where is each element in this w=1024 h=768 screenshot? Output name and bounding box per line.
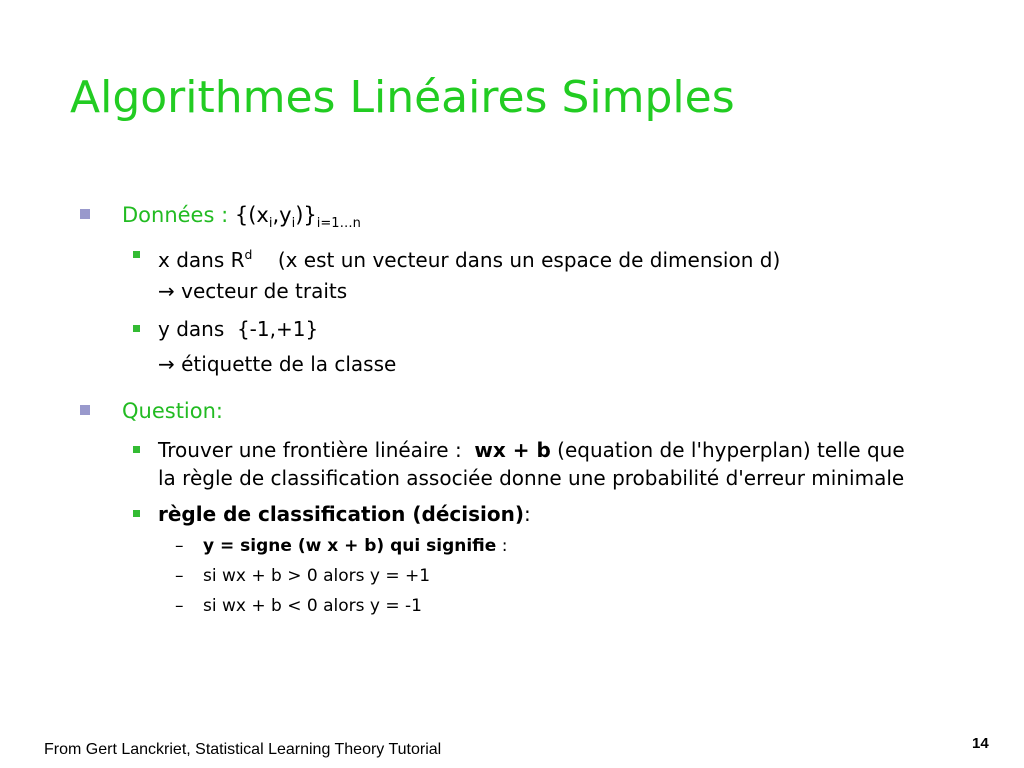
data-range-subscript: i=1…n	[316, 216, 361, 231]
square-bullet-icon	[133, 510, 140, 517]
rule-label: règle de classification (décision)	[158, 502, 524, 526]
rule-item-text: si wx + b > 0 alors y = +1	[203, 566, 431, 586]
boundary-text	[158, 436, 905, 492]
x-meaning-line	[158, 279, 347, 303]
slide-title: Algorithmes Linéaires Simples	[70, 72, 735, 123]
rule-colon: :	[524, 502, 531, 526]
boundary-line-2: la règle de classification associée donne une probabilité d'erreur minimale	[158, 466, 905, 490]
rule-text	[158, 500, 531, 528]
x-item-prefix: x dans R	[158, 248, 245, 272]
superscript-d: d	[244, 247, 253, 262]
subscript-i: i	[291, 216, 296, 231]
rule-item-text: si wx + b < 0 alors y = -1	[203, 596, 422, 616]
y-meaning-line	[158, 352, 396, 376]
data-set-y: ,y	[272, 203, 292, 227]
rule-item-text	[203, 536, 507, 556]
x-item-text	[158, 241, 780, 274]
donnees-text	[122, 203, 361, 231]
arrow-right-icon: →	[158, 279, 175, 303]
donnees-label: Données :	[122, 203, 229, 227]
rule-item-rest: :	[496, 536, 508, 556]
rule-item-bold: y = signe (w x + b) qui signifie	[203, 536, 497, 556]
y-item: y dans {-1,+1}	[158, 317, 319, 341]
question-label: Question:	[122, 399, 224, 423]
data-set-open: {(x	[234, 203, 269, 227]
subscript-i: i	[268, 216, 273, 231]
footer-credit: From Gert Lanckriet, Statistical Learning Theory Tutorial	[44, 741, 442, 758]
boundary-prefix: Trouver une frontière linéaire :	[158, 438, 462, 462]
arrow-right-icon: →	[158, 352, 175, 376]
dash-bullet: –	[175, 596, 184, 616]
page-number: 14	[972, 735, 989, 752]
square-bullet-icon	[80, 405, 90, 415]
boundary-formula: wx + b	[474, 438, 551, 462]
square-bullet-icon	[133, 325, 140, 332]
square-bullet-icon	[133, 251, 140, 258]
x-item-description: (x est un vecteur dans un espace de dimension d)	[277, 248, 781, 272]
data-set-close: )}	[295, 203, 317, 227]
dash-bullet: –	[175, 566, 184, 586]
x-meaning: vecteur de traits	[181, 279, 348, 303]
dash-bullet: –	[175, 536, 184, 556]
y-meaning: étiquette de la classe	[181, 352, 397, 376]
square-bullet-icon	[80, 209, 90, 219]
boundary-suffix: (equation de l'hyperplan) telle que	[557, 438, 905, 462]
square-bullet-icon	[133, 446, 140, 453]
